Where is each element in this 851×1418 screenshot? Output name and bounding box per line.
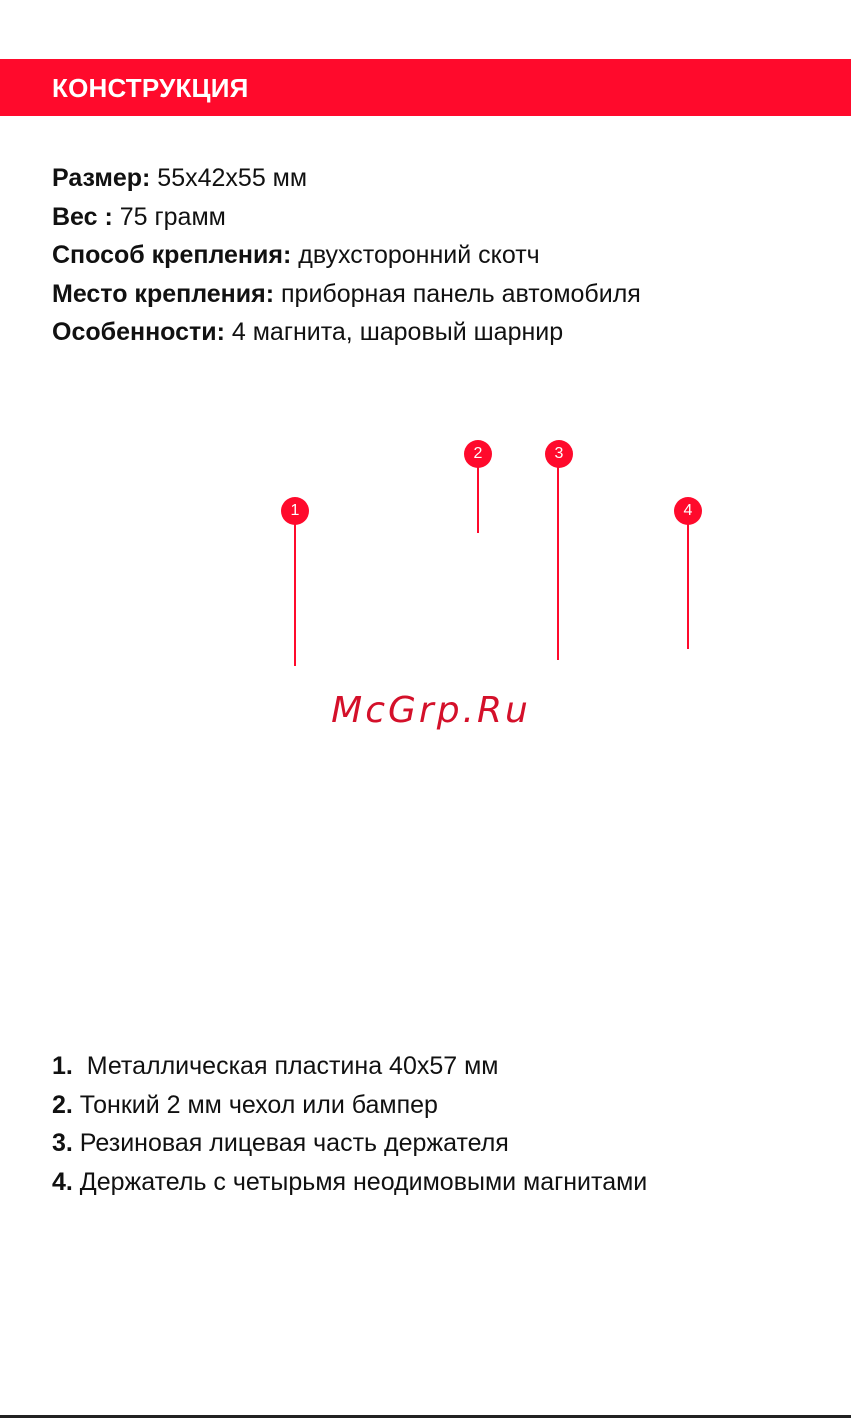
callout-marker-2: 2 — [464, 440, 492, 468]
spec-label: Размер: — [52, 164, 151, 192]
part-number: 1. — [52, 1052, 73, 1080]
callout-marker-1: 1 — [281, 497, 309, 525]
callout-line-1 — [294, 524, 296, 666]
specifications-list — [52, 159, 832, 352]
part-number: 3. — [52, 1129, 73, 1157]
spec-row-mount-method — [52, 236, 832, 275]
list-item — [52, 1086, 832, 1125]
section-title: КОНСТРУКЦИЯ — [52, 73, 249, 103]
spec-value: 55x42x55 мм — [150, 164, 308, 192]
spec-label: Способ крепления: — [52, 241, 292, 269]
section-header-band — [0, 59, 851, 116]
construction-diagram — [0, 430, 851, 690]
watermark-text: McGrp.Ru — [331, 690, 531, 731]
spec-label: Вес : — [52, 202, 113, 231]
part-description: Металлическая пластина 40x57 мм — [72, 1052, 499, 1080]
callout-line-2 — [477, 466, 479, 533]
part-number: 2. — [52, 1090, 73, 1119]
spec-value: 4 магнита, шаровый шарнир — [224, 318, 564, 346]
spec-value: 75 грамм — [112, 202, 226, 231]
spec-row-weight — [52, 198, 832, 237]
part-description: Тонкий 2 мм чехол или бампер — [72, 1090, 438, 1119]
part-description: Держатель с четырьмя неодимовыми магнитами — [72, 1167, 648, 1196]
callout-line-4 — [687, 524, 689, 649]
spec-row-size — [52, 159, 832, 198]
part-number: 4. — [52, 1167, 73, 1196]
parts-list — [52, 1047, 832, 1201]
spec-value: двухсторонний скотч — [291, 241, 540, 269]
spec-label: Особенности: — [52, 318, 225, 346]
spec-label: Место крепления: — [52, 279, 275, 308]
spec-row-mount-location — [52, 275, 832, 314]
callout-line-3 — [557, 466, 559, 660]
callout-marker-4: 4 — [674, 497, 702, 525]
callout-marker-3: 3 — [545, 440, 573, 468]
spec-value: приборная панель автомобиля — [274, 279, 641, 308]
list-item — [52, 1124, 832, 1163]
spec-row-features — [52, 313, 832, 352]
part-description: Резиновая лицевая часть держателя — [72, 1129, 509, 1157]
list-item — [52, 1163, 832, 1202]
list-item — [52, 1047, 832, 1086]
